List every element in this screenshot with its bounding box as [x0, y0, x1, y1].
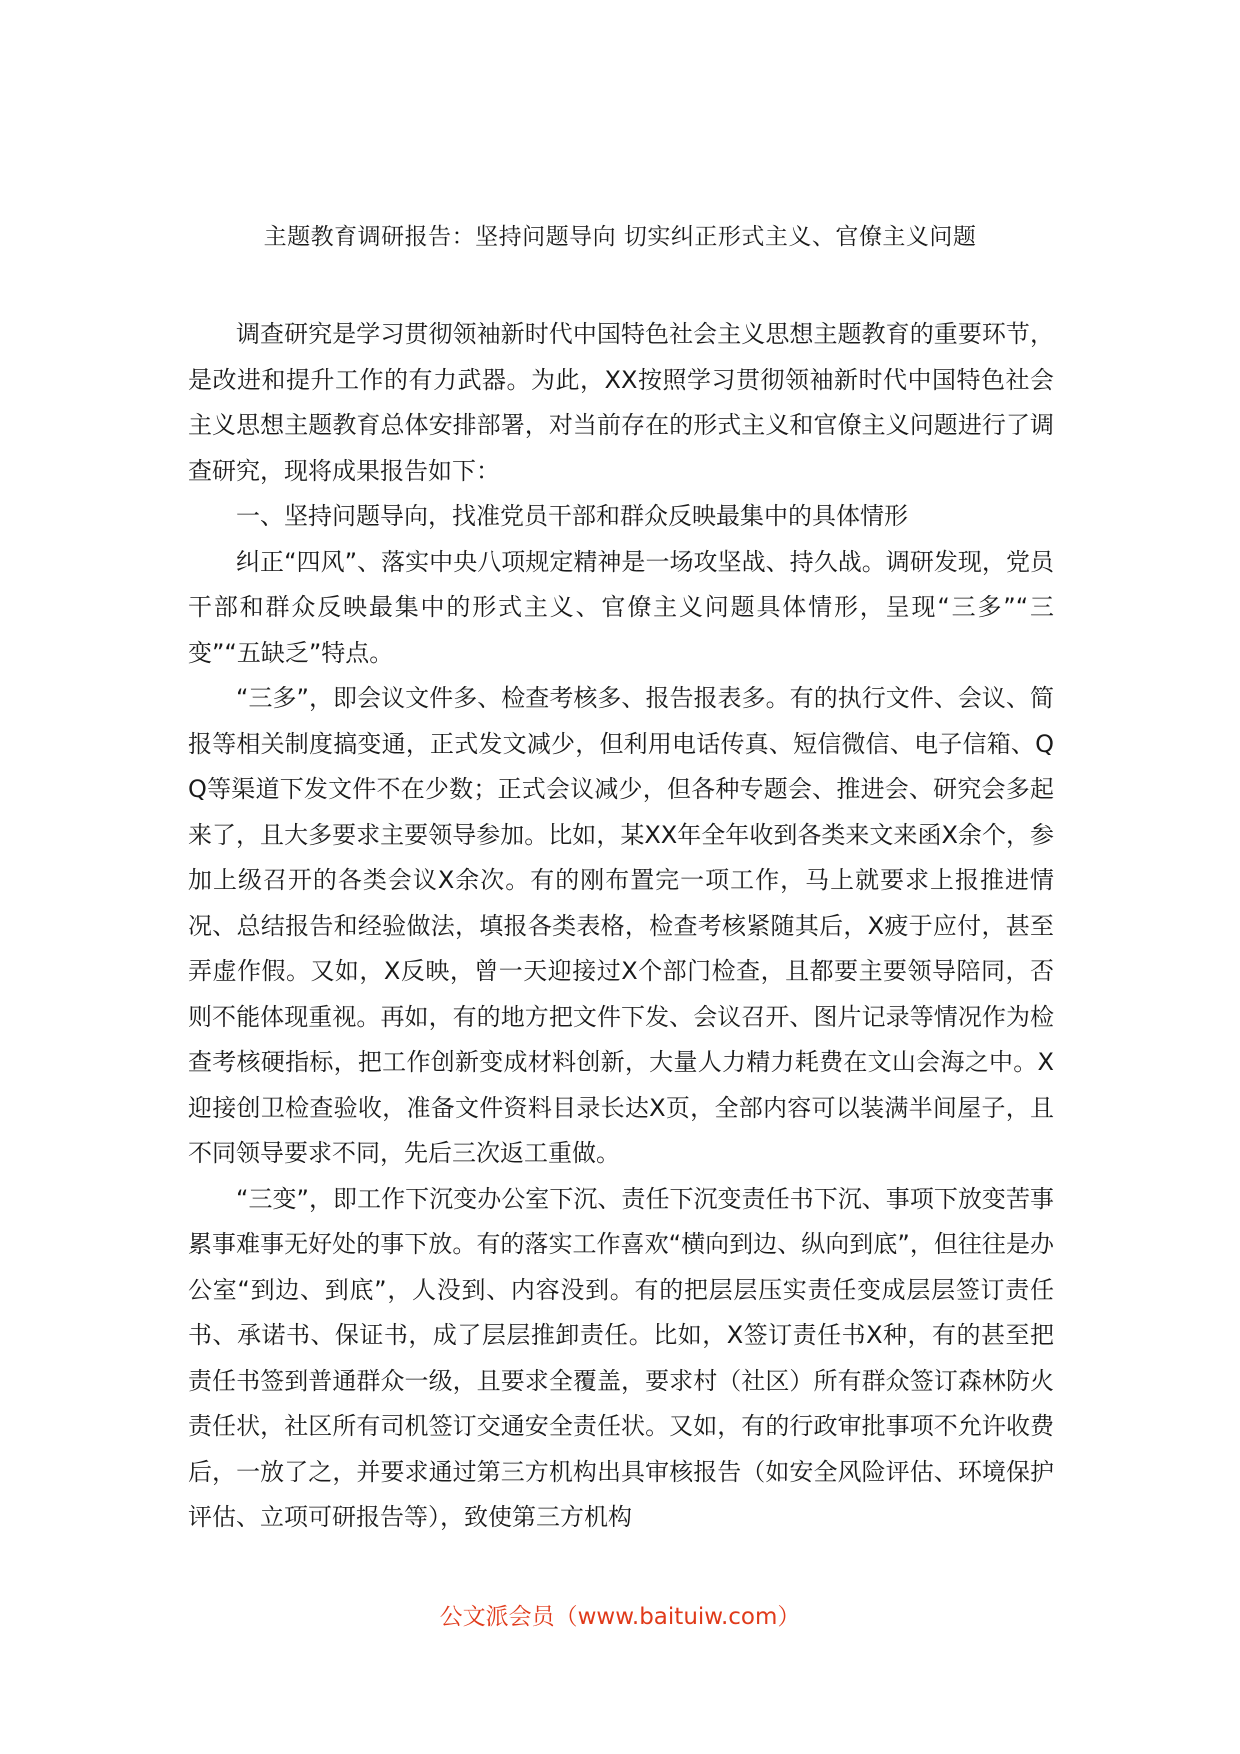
section-heading-1: 一、坚持问题导向，找准党员干部和群众反映最集中的具体情形: [236, 502, 908, 530]
paragraph-findings: 纠正“四风”、落实中央八项规定精神是一场攻坚战、持久战。调研发现，党员干部和群众反映最集中的形式主义、官僚主义问题具体情形，呈现“三多”“三变”“五缺乏”特点。: [188, 547, 1054, 667]
paragraph-three-changes: “三变”，即工作下沉变办公室下沉、责任下沉变责任书下沉、事项下放变苦事累事难事无好处的事下放。有的落实工作喜欢“横向到边、纵向到底”，但往往是办公室“到边、到底”，人没到、内容没到。有的把层层压实责任变成层层签订责任书、承诺书、保证书，成了层层推卸责任。比如，X签订责任书X种，有的甚至把责任书签到普通群众一级，且要求全覆盖，要求村（社区）所有群众签订森林防火责任状，社区所有司机签订交通安全责任状。又如，有的行政审批事项不允许收费后，一放了之，并要求通过第三方机构出具审核报告（如安全风险评估、环境保护评估、立项可研报告等），致使第三方机构: [188, 1184, 1054, 1531]
document-body: [188, 312, 1054, 1541]
paragraph-three-many: “三多”，即会议文件多、检查考核多、报告报表多。有的执行文件、会议、简报等相关制度搞变通，正式发文减少，但利用电话传真、短信微信、电子信箱、QQ等渠道下发文件不在少数；正式会议减少，但各种专题会、推进会、研究会多起来了，且大多要求主要领导参加。比如，某XX年全年收到各类来文来函X余个，参加上级召开的各类会议X余次。有的刚布置完一项工作，马上就要求上报推进情况、总结报告和经验做法，填报各类表格，检查考核紧随其后，X疲于应付，甚至弄虚作假。又如，X反映，曾一天迎接过X个部门检查，且都要主要领导陪同，否则不能体现重视。再如，有的地方把文件下发、会议召开、图片记录等情况作为检查考核硬指标，把工作创新变成材料创新，大量人力精力耗费在文山会海之中。X迎接创卫检查验收，准备文件资料目录长达X页，全部内容可以装满半间屋子，且不同领导要求不同，先后三次返工重做。: [188, 684, 1054, 1167]
document-title: 主题教育调研报告：坚持问题导向 切实纠正形式主义、官僚主义问题: [263, 224, 977, 250]
footer-watermark: 公文派会员（www.baituiw.com）: [439, 1604, 801, 1630]
paragraph-intro: 调查研究是学习贯彻领袖新时代中国特色社会主义思想主题教育的重要环节，是改进和提升工作的有力武器。为此，XX按照学习贯彻领袖新时代中国特色社会主义思想主题教育总体安排部署，对当前存在的形式主义和官僚主义问题进行了调查研究，现将成果报告如下：: [188, 320, 1054, 485]
